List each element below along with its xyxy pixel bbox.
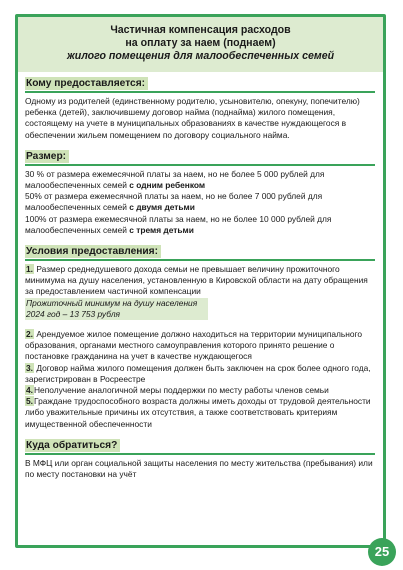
size-item-2 <box>25 191 375 213</box>
size-item-3-bold: с тремя детьми <box>129 224 194 235</box>
section-divider <box>25 259 375 261</box>
subsistence-minimum-label: Прожиточный минимум на душу населения <box>25 298 200 309</box>
who-section-title: Кому предоставляется: <box>25 77 148 90</box>
header-line-2: на оплату за наем (поднаем) <box>125 37 276 49</box>
size-item-1-bold: с одним ребенком <box>129 180 206 191</box>
section-divider <box>25 453 375 455</box>
page-content <box>25 77 375 480</box>
condition-2-number: 2. <box>26 329 33 340</box>
conditions-section-title: Условия предоставления: <box>25 245 161 258</box>
header-line-1: Частичная компенсация расходов <box>110 24 291 36</box>
subsistence-minimum-box <box>25 298 208 320</box>
header-line-3: жилого помещения для малообеспеченных семей <box>66 50 335 62</box>
where-section-title: Куда обратиться? <box>25 439 120 452</box>
size-item-1 <box>25 169 375 191</box>
condition-3 <box>25 363 375 385</box>
size-item-2-bold: с двумя детьми <box>129 202 195 213</box>
size-item-3-text: 100% от размера ежемесячной платы за наем, но не более 10 000 рублей для малообеспеченных семей <box>25 213 332 235</box>
condition-2-text: Арендуемое жилое помещение должно находиться на территории муниципального образования, органами местного самоуправления которого принято решение о постановке гражданина на учет в качестве нуждающегося <box>25 329 363 362</box>
page-header <box>18 17 383 72</box>
condition-3-number: 3. <box>26 362 33 373</box>
condition-1 <box>25 264 375 298</box>
where-text: В МФЦ или орган социальной защиты населения по месту жительства (пребывания) или по месту постановки на учёт <box>25 457 373 480</box>
size-item-3 <box>25 214 375 236</box>
condition-3-text: Договор найма жилого помещения должен быть заключен на срок более одного года, зарегистрирован в Росреестре <box>25 362 371 384</box>
page-number-badge: 25 <box>368 538 396 566</box>
condition-5-number: 5. <box>26 396 33 407</box>
who-text: Одному из родителей (единственному родителю, усыновителю, опекуну, попечителю) ребенка (детей), заключившему договор найма (поднайма) жилого помещения, состоящему на учете в муниципальных образованиях в качестве нуждающегося в обеспечении жильем помещением по договору социального найма. <box>25 96 360 140</box>
condition-4-text: Неполучение аналогичной меры поддержки по месту работы членов семьи <box>34 385 329 396</box>
condition-4 <box>25 385 375 396</box>
section-divider <box>25 164 375 166</box>
section-divider <box>25 91 375 93</box>
condition-5-text: Граждане трудоспособного возраста должны иметь доходы от трудовой деятельности либо уважительные причины их отсутствия, а также соответствовать критериям имущественной обеспеченности <box>25 396 371 429</box>
subsistence-minimum-value: 2024 год – 13 753 рубля <box>25 309 123 320</box>
size-section-title: Размер: <box>25 150 69 163</box>
size-item-1-text: 30 % от размера ежемесячной платы за наем, но не более 5 000 рублей для малообеспеченных семей <box>25 168 325 191</box>
condition-2 <box>25 329 375 363</box>
condition-1-number: 1. <box>26 264 33 275</box>
condition-5 <box>25 396 375 430</box>
size-item-2-text: 50% от размера ежемесячной платы за наем, но не более 7 000 рублей для малообеспеченных семей <box>25 191 323 213</box>
condition-1-text: Размер среднедушевого дохода семьи не превышает величину прожиточного минимума на душу населения, установленную в Кировской области на дату обращения за предоставлением частичной компенсации <box>25 264 368 297</box>
condition-4-number: 4. <box>26 385 33 396</box>
